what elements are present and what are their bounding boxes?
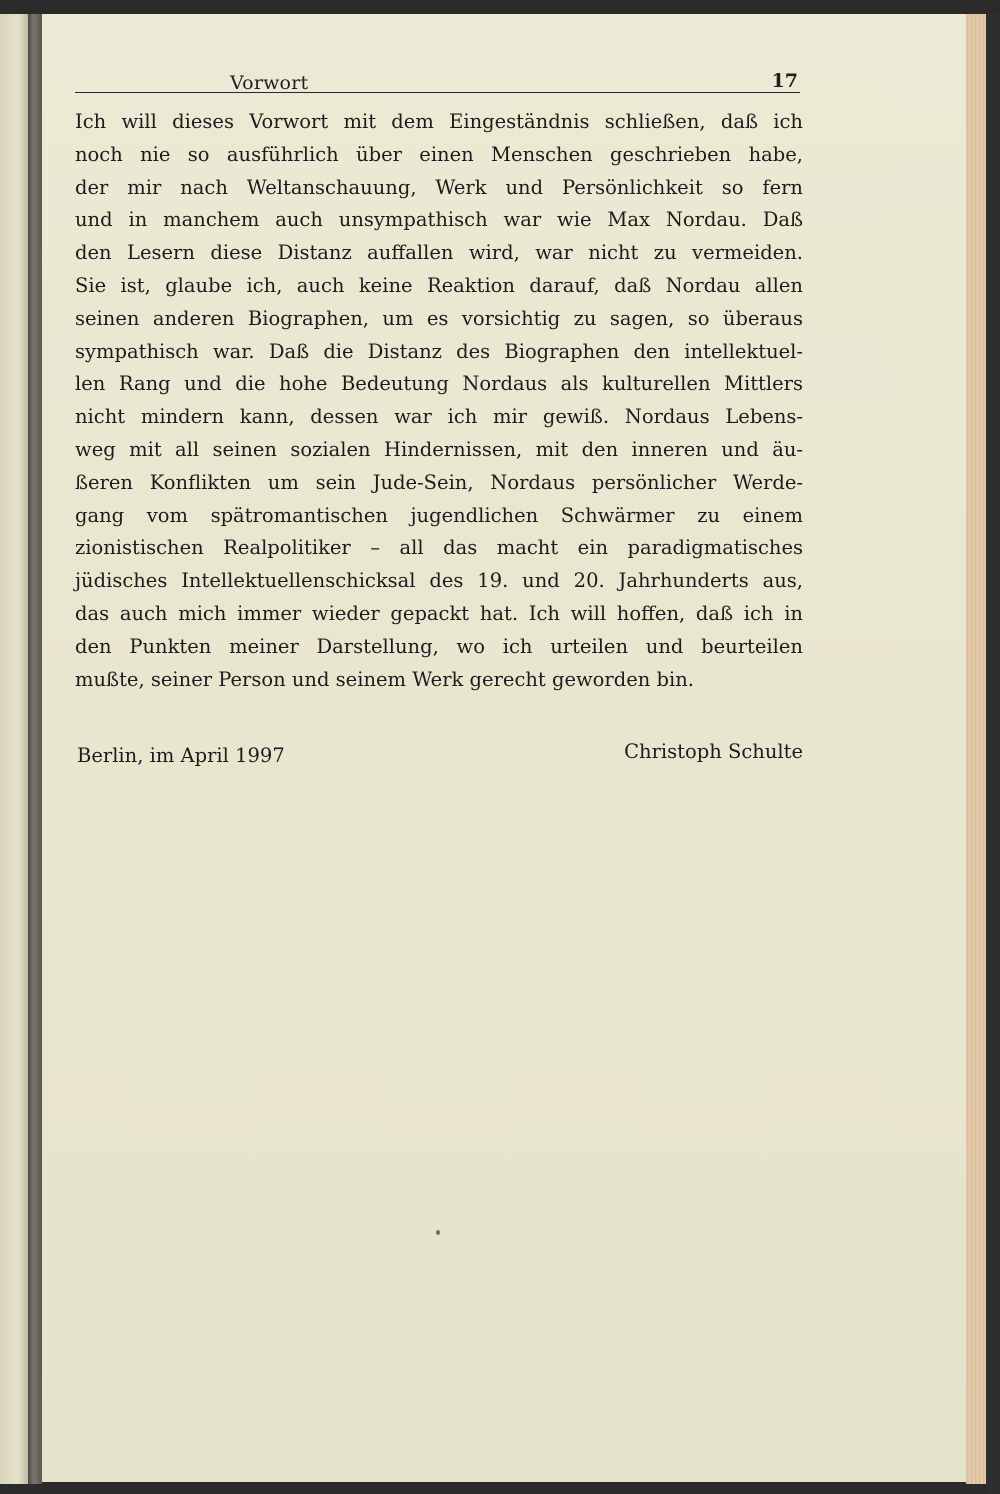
facing-page-edge [0,14,30,1484]
text-line: len Rang und die hohe Bedeutung Nordaus als kulturellen Mittlers [75,372,803,396]
page-number: 17 [771,70,798,92]
book-gutter [28,14,42,1484]
text-line: sympathisch war. Daß die Distanz des Biographen den intellektuel- [75,339,803,363]
place-date: Berlin, im April 1997 [77,744,285,767]
text-line: nicht mindern kann, dessen war ich mir gewiß. Nordaus Lebens- [75,405,803,429]
body-paragraph [75,106,803,696]
running-header [75,60,800,93]
text-line: Ich will dieses Vorwort mit dem Eingeständnis schließen, daß ich [75,110,803,133]
text-line: seinen anderen Biographen, um es vorsichtig zu sagen, so überaus [75,306,803,330]
page-stack-edge [966,14,988,1484]
text-line: zionistischen Realpolitiker – all das macht ein paradigmatisches [75,536,803,560]
text-line: noch nie so ausführlich über einen Menschen geschrieben habe, [75,142,803,166]
text-line-last: mußte, seiner Person und seinem Werk gerecht geworden bin. [75,667,694,691]
text-line: und in manchem auch unsympathisch war wie Max Nordau. Daß [75,208,803,232]
text-line: weg mit all seinen sozialen Hindernissen, mit den inneren und äu- [75,437,803,461]
paper-speck [436,1230,440,1235]
text-line: das auch mich immer wieder gepackt hat. Ich will hoffen, daß ich in [75,601,803,625]
running-title: Vorwort [230,72,309,94]
text-line: den Punkten meiner Darstellung, wo ich urteilen und beurteilen [75,634,803,658]
text-line: jüdisches Intellektuellenschicksal des 19. und 20. Jahrhunderts aus, [75,569,803,593]
closing-signature [75,740,803,774]
author-name: Christoph Schulte [624,740,803,763]
text-line: der mir nach Weltanschauung, Werk und Persönlichkeit so fern [75,175,803,199]
scan-border-right [986,14,1000,1494]
text-line: gang vom spätromantischen jugendlichen Schwärmer zu einem [75,503,803,527]
text-line: ßeren Konflikten um sein Jude-Sein, Nordaus persönlicher Werde- [75,470,803,494]
text-line: Sie ist, glaube ich, auch keine Reaktion darauf, daß Nordau allen [75,273,803,297]
text-line: den Lesern diese Distanz auffallen wird, war nicht zu vermeiden. [75,241,803,265]
